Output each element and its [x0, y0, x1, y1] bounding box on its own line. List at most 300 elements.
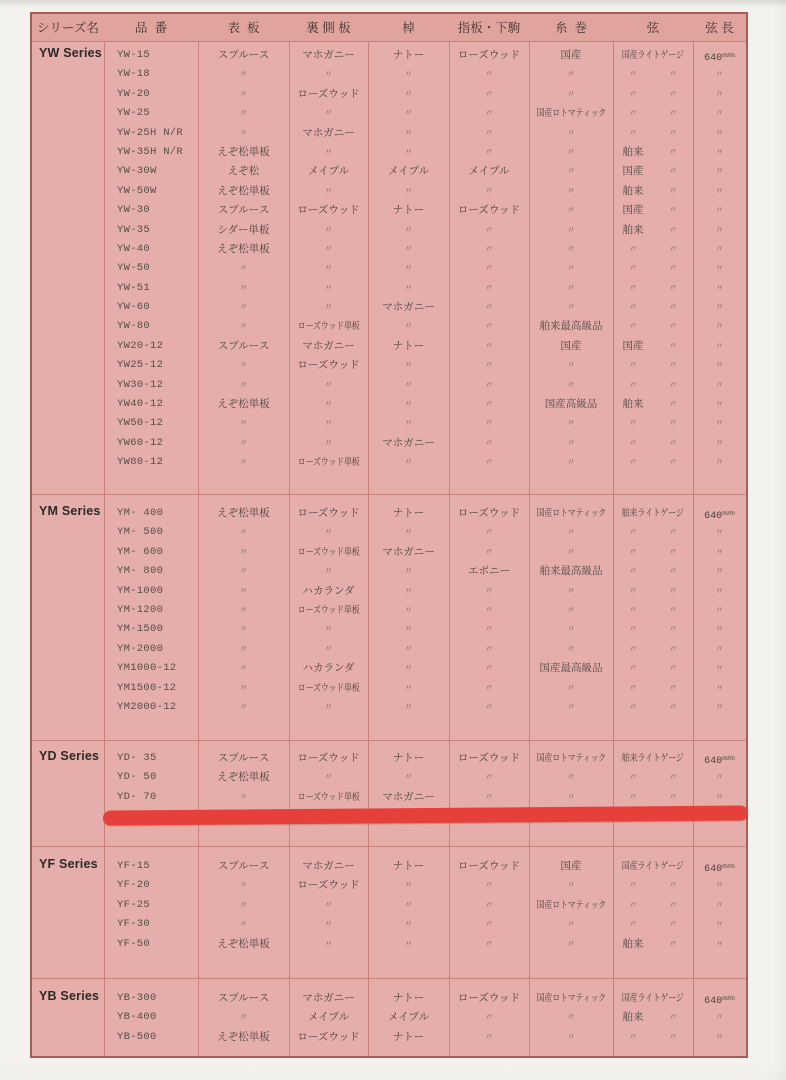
- series-name: YB Series: [39, 989, 100, 1003]
- cell-scale-length: 〃: [714, 457, 724, 468]
- table-row: [32, 601, 746, 620]
- cell-scale-length: 〃: [714, 418, 724, 429]
- cell-strings: 国産 〃: [622, 339, 678, 352]
- table-row: [32, 857, 746, 876]
- cell-scale-length: 〃: [714, 566, 724, 577]
- cell-neck: 〃: [403, 379, 413, 390]
- cell-fingerboard-bridge: 〃: [484, 938, 494, 949]
- series-spacer-cell: [32, 162, 104, 181]
- cell-tuners: 〃: [566, 772, 576, 783]
- table-row: [32, 679, 746, 698]
- cell-tuners: 国産ロトマティック: [536, 993, 607, 1004]
- cell-strings: 国産 〃: [622, 204, 678, 217]
- cell-tuners: 国産ロトマティック: [536, 108, 607, 120]
- header-top-board: 表 板: [227, 21, 260, 35]
- cell-neck: 〃: [403, 585, 413, 596]
- cell-top-board: えぞ松単板: [217, 1030, 270, 1043]
- cell-fingerboard-bridge: 〃: [484, 643, 494, 654]
- cell-back-sides: ローズウッド: [297, 1030, 360, 1043]
- cell-model: YM-1200: [117, 603, 164, 616]
- cell-scale-length: 〃: [714, 321, 724, 332]
- cell-top-board: えぞ松: [227, 165, 260, 178]
- series-spacer-cell: [32, 240, 104, 259]
- cell-tuners: 〃: [566, 791, 576, 802]
- cell-top-board: えぞ松単板: [217, 145, 270, 158]
- cell-neck: ナトー: [392, 507, 425, 519]
- cell-neck: 〃: [403, 263, 413, 274]
- scale-unit: m/m: [722, 510, 735, 517]
- cell-scale-length: 〃: [714, 302, 724, 313]
- cell-scale-length: 〃: [714, 399, 724, 410]
- cell-back-sides: 〃: [323, 399, 333, 410]
- cell-strings: 〃 〃: [628, 899, 678, 910]
- cell-back-sides: メイプル: [307, 165, 350, 178]
- cell-tuners: 国産高級品: [544, 398, 598, 411]
- cell-strings: 〃 〃: [628, 263, 678, 274]
- table-row: [32, 124, 746, 143]
- cell-fingerboard-bridge: 〃: [484, 624, 494, 635]
- table-row: [32, 201, 746, 220]
- cell-top-board: 〃: [238, 919, 248, 930]
- table-row: [32, 65, 746, 84]
- series-spacer-cell: [32, 221, 104, 240]
- cell-back-sides: 〃: [323, 243, 333, 254]
- cell-model: YB-400: [117, 1011, 157, 1024]
- table-row: [32, 317, 746, 336]
- cell-strings: 〃 〃: [628, 1031, 678, 1042]
- series-spacer-cell: [32, 601, 104, 620]
- series-section: [32, 978, 746, 1058]
- cell-neck: 〃: [403, 938, 413, 949]
- cell-neck: メイプル: [387, 1011, 430, 1024]
- cell-neck: 〃: [403, 127, 413, 138]
- cell-top-board: 〃: [238, 88, 248, 99]
- cell-model: YW-35: [117, 223, 151, 236]
- cell-tuners: 〃: [566, 166, 576, 177]
- cell-scale-length: $640^{m/m}$: [704, 755, 735, 767]
- cell-back-sides: ローズウッド: [297, 879, 360, 892]
- cell-neck: 〃: [403, 146, 413, 157]
- cell-top-board: スプルース: [217, 339, 270, 352]
- cell-model: YW-51: [117, 281, 151, 294]
- series-spacer-cell: [32, 65, 104, 84]
- scan-edge-bottom: [0, 1066, 786, 1080]
- cell-fingerboard-bridge: 〃: [484, 282, 494, 293]
- cell-strings: 〃 〃: [628, 282, 678, 293]
- cell-neck: 〃: [403, 88, 413, 99]
- cell-back-sides: マホガニー: [302, 339, 355, 352]
- cell-model: YF-15: [117, 860, 151, 872]
- series-spacer-cell: [32, 698, 104, 717]
- series-spacer-cell: [32, 337, 104, 356]
- series-spacer-cell: [32, 298, 104, 317]
- cell-fingerboard-bridge: 〃: [484, 880, 494, 891]
- scan-edge-right: [772, 0, 786, 1080]
- cell-tuners: 〃: [566, 604, 576, 615]
- cell-model: YW-30: [117, 204, 151, 217]
- cell-tuners: 〃: [566, 302, 576, 313]
- cell-top-board: 〃: [238, 899, 248, 910]
- cell-strings: 〃 〃: [628, 643, 678, 654]
- cell-strings: 舶来ライトゲージ: [622, 753, 684, 764]
- series-spacer-cell: [32, 562, 104, 581]
- cell-back-sides: 〃: [323, 185, 333, 196]
- cell-model: YW-40: [117, 242, 151, 255]
- cell-top-board: 〃: [238, 69, 248, 80]
- cell-strings: 〃 〃: [628, 527, 678, 538]
- cell-strings: 〃 〃: [628, 919, 678, 930]
- cell-top-board: 〃: [238, 566, 248, 577]
- cell-back-sides: 〃: [323, 527, 333, 538]
- cell-top-board: 〃: [238, 643, 248, 654]
- series-section: [32, 494, 746, 740]
- cell-fingerboard-bridge: 〃: [484, 1012, 494, 1023]
- cell-strings: 〃 〃: [628, 585, 678, 596]
- cell-back-sides: 〃: [323, 899, 333, 910]
- cell-fingerboard-bridge: 〃: [484, 682, 494, 693]
- cell-strings: 〃 〃: [628, 546, 678, 557]
- series-section: [32, 846, 746, 978]
- series-spacer-cell: [32, 582, 104, 601]
- table-row: [32, 768, 746, 787]
- cell-fingerboard-bridge: 〃: [484, 585, 494, 596]
- cell-scale-length: 〃: [714, 205, 724, 216]
- series-spacer-cell: [32, 356, 104, 375]
- series-spacer-cell: [32, 201, 104, 220]
- cell-neck: ナトー: [392, 992, 425, 1004]
- cell-tuners: 〃: [566, 185, 576, 196]
- cell-fingerboard-bridge: ローズウッド: [457, 507, 521, 519]
- cell-neck: ナトー: [392, 752, 425, 764]
- cell-neck: 〃: [403, 682, 413, 693]
- cell-strings: 〃 〃: [628, 604, 678, 615]
- series-spacer-cell: [32, 896, 104, 915]
- series-spacer-cell: [32, 259, 104, 278]
- cell-top-board: スプルース: [217, 992, 270, 1004]
- cell-scale-length: $640^{m/m}$: [704, 863, 735, 875]
- cell-top-board: 〃: [238, 682, 248, 693]
- series-spacer-cell: [32, 640, 104, 659]
- cell-tuners: 国産ロトマティック: [536, 899, 607, 911]
- series-spacer-cell: [32, 915, 104, 934]
- cell-neck: ナトー: [392, 204, 425, 217]
- cell-back-sides: マホガニー: [302, 126, 355, 139]
- cell-back-sides: ローズウッド: [297, 204, 360, 217]
- cell-strings: 舶来ライトゲージ: [622, 508, 684, 519]
- cell-back-sides: ローズウッド単板: [297, 457, 360, 469]
- table-row: [32, 240, 746, 259]
- cell-back-sides: ローズウッド単板: [297, 791, 360, 803]
- series-spacer-cell: [32, 376, 104, 395]
- series-spacer-cell: [32, 788, 104, 807]
- table-row: [32, 104, 746, 123]
- cell-neck: ナトー: [392, 49, 425, 61]
- cell-top-board: 〃: [238, 604, 248, 615]
- table-row: [32, 989, 746, 1008]
- cell-strings: 舶来 〃: [622, 223, 678, 236]
- cell-model: YD- 35: [117, 752, 157, 764]
- table-row: [32, 749, 746, 768]
- cell-scale-length: 〃: [714, 643, 724, 654]
- cell-scale-length: 〃: [714, 282, 724, 293]
- cell-back-sides: ローズウッド: [297, 752, 360, 764]
- cell-neck: 〃: [403, 399, 413, 410]
- cell-model: YM-1500: [117, 623, 164, 636]
- cell-neck: 〃: [403, 527, 413, 538]
- cell-top-board: 〃: [238, 546, 248, 557]
- cell-fingerboard-bridge: 〃: [484, 399, 494, 410]
- series-spacer-cell: [32, 679, 104, 698]
- cell-fingerboard-bridge: 〃: [484, 263, 494, 274]
- cell-fingerboard-bridge: 〃: [484, 108, 494, 119]
- cell-scale-length: 〃: [714, 243, 724, 254]
- cell-top-board: 〃: [238, 457, 248, 468]
- cell-strings: 〃 〃: [628, 437, 678, 448]
- cell-scale-length: 〃: [714, 919, 724, 930]
- header-series: シリーズ名: [37, 21, 99, 35]
- table-row: [32, 1008, 746, 1027]
- cell-scale-length: 〃: [714, 88, 724, 99]
- table-row: [32, 356, 746, 375]
- cell-scale-length: 〃: [714, 69, 724, 80]
- cell-strings: 舶来 〃: [622, 937, 678, 950]
- cell-tuners: 〃: [566, 880, 576, 891]
- cell-scale-length: 〃: [714, 585, 724, 596]
- cell-tuners: 舶来最高級品: [539, 320, 603, 333]
- cell-back-sides: ローズウッド単板: [297, 682, 360, 694]
- cell-strings: 〃 〃: [628, 566, 678, 577]
- cell-back-sides: 〃: [323, 418, 333, 429]
- cell-strings: 国産 〃: [622, 165, 678, 178]
- cell-model: YW-25: [117, 107, 151, 120]
- cell-neck: 〃: [403, 418, 413, 429]
- cell-fingerboard-bridge: 〃: [484, 701, 494, 712]
- series-spacer-cell: [32, 1028, 104, 1047]
- cell-model: YW-18: [117, 68, 151, 81]
- table-row: [32, 1028, 746, 1047]
- cell-top-board: えぞ松単板: [217, 507, 270, 519]
- cell-tuners: 〃: [566, 701, 576, 712]
- cell-fingerboard-bridge: ローズウッド: [457, 49, 521, 61]
- cell-scale-length: 〃: [714, 166, 724, 177]
- cell-back-sides: メイプル: [307, 1011, 350, 1024]
- cell-back-sides: 〃: [323, 938, 333, 949]
- cell-fingerboard-bridge: 〃: [484, 88, 494, 99]
- series-spacer-cell: [32, 85, 104, 104]
- header-fingerboard-bridge: 指板・下駒: [457, 21, 521, 35]
- cell-top-board: 〃: [238, 379, 248, 390]
- cell-model: YW-60: [117, 301, 151, 314]
- cell-tuners: 舶来最高級品: [539, 565, 603, 578]
- cell-model: YM1500-12: [117, 681, 177, 694]
- cell-top-board: 〃: [238, 282, 248, 293]
- table-row: [32, 182, 746, 201]
- cell-scale-length: $640^{m/m}$: [704, 995, 735, 1007]
- cell-scale-length: 〃: [714, 224, 724, 235]
- cell-scale-length: 〃: [714, 604, 724, 615]
- cell-model: YW-80: [117, 320, 151, 333]
- cell-scale-length: 〃: [714, 379, 724, 390]
- header-back-sides: 裏 側 板: [306, 21, 351, 35]
- header-strings: 弦: [646, 21, 660, 35]
- cell-model: YM- 400: [117, 507, 164, 519]
- cell-scale-length: 〃: [714, 127, 724, 138]
- cell-strings: 〃 〃: [628, 682, 678, 693]
- cell-back-sides: ハカランダ: [302, 662, 355, 675]
- cell-strings: 舶来 〃: [622, 1011, 678, 1024]
- cell-fingerboard-bridge: ローズウッド: [457, 992, 521, 1004]
- table-row: [32, 698, 746, 717]
- cell-tuners: 〃: [566, 643, 576, 654]
- cell-neck: 〃: [403, 643, 413, 654]
- cell-fingerboard-bridge: 〃: [484, 185, 494, 196]
- cell-back-sides: 〃: [323, 224, 333, 235]
- cell-model: YW-30W: [117, 165, 157, 178]
- scale-unit: m/m: [722, 995, 735, 1002]
- series-name: YD Series: [39, 749, 100, 763]
- cell-back-sides: 〃: [323, 701, 333, 712]
- table-row: [32, 434, 746, 453]
- table-row: [32, 298, 746, 317]
- cell-strings: 〃 〃: [628, 791, 678, 802]
- cell-tuners: 国産: [560, 339, 582, 352]
- cell-scale-length: 〃: [714, 146, 724, 157]
- table-row: [32, 221, 746, 240]
- table-row: [32, 640, 746, 659]
- cell-tuners: 〃: [566, 205, 576, 216]
- series-spacer-cell: [32, 182, 104, 201]
- cell-model: YW25-12: [117, 359, 164, 372]
- table-header-row: [32, 14, 746, 42]
- table-row: [32, 582, 746, 601]
- cell-back-sides: 〃: [323, 643, 333, 654]
- cell-scale-length: 〃: [714, 546, 724, 557]
- cell-neck: 〃: [403, 243, 413, 254]
- cell-strings: 舶来 〃: [622, 398, 678, 411]
- cell-strings: 舶来 〃: [622, 184, 678, 197]
- cell-back-sides: ローズウッド単板: [297, 321, 360, 333]
- cell-tuners: 〃: [566, 127, 576, 138]
- cell-tuners: 〃: [566, 938, 576, 949]
- cell-fingerboard-bridge: 〃: [484, 546, 494, 557]
- cell-back-sides: 〃: [323, 379, 333, 390]
- cell-back-sides: ローズウッド単板: [297, 546, 360, 558]
- cell-top-board: えぞ松単板: [217, 398, 270, 411]
- cell-top-board: 〃: [238, 624, 248, 635]
- header-model: 品 番: [135, 21, 167, 35]
- table-row: [32, 376, 746, 395]
- cell-back-sides: 〃: [323, 624, 333, 635]
- cell-strings: 〃 〃: [628, 360, 678, 371]
- cell-top-board: 〃: [238, 302, 248, 313]
- cell-neck: マホガニー: [382, 301, 435, 314]
- cell-tuners: 国産ロトマティック: [536, 753, 607, 764]
- table-row: [32, 562, 746, 581]
- cell-top-board: 〃: [238, 585, 248, 596]
- cell-neck: ナトー: [392, 339, 425, 352]
- series-spacer-cell: [32, 523, 104, 542]
- cell-back-sides: 〃: [323, 69, 333, 80]
- cell-model: YM- 500: [117, 526, 164, 539]
- header-neck: 棹: [402, 21, 415, 35]
- cell-top-board: 〃: [238, 701, 248, 712]
- series-section: [32, 42, 746, 494]
- table-row: [32, 935, 746, 954]
- cell-neck: 〃: [403, 663, 413, 674]
- cell-tuners: 〃: [566, 224, 576, 235]
- cell-model: YW20-12: [117, 339, 164, 352]
- scale-unit: m/m: [722, 863, 735, 870]
- table-row: [32, 915, 746, 934]
- cell-strings: 〃 〃: [628, 379, 678, 390]
- cell-neck: マホガニー: [382, 436, 435, 449]
- cell-tuners: 〃: [566, 585, 576, 596]
- cell-back-sides: 〃: [323, 263, 333, 274]
- cell-neck: 〃: [403, 701, 413, 712]
- series-spacer-cell: [32, 414, 104, 433]
- cell-scale-length: 〃: [714, 663, 724, 674]
- cell-back-sides: 〃: [323, 146, 333, 157]
- cell-back-sides: ローズウッド単板: [297, 604, 360, 616]
- cell-scale-length: 〃: [714, 360, 724, 371]
- table-row: [32, 414, 746, 433]
- cell-tuners: 〃: [566, 682, 576, 693]
- cell-back-sides: ハカランダ: [302, 584, 355, 597]
- series-spacer-cell: [32, 279, 104, 298]
- cell-scale-length: 〃: [714, 880, 724, 891]
- series-spacer-cell: [32, 1008, 104, 1027]
- cell-model: YW-50W: [117, 184, 157, 197]
- cell-tuners: 〃: [566, 527, 576, 538]
- cell-model: YW-20: [117, 87, 151, 100]
- table-row: [32, 46, 746, 65]
- cell-top-board: 〃: [238, 527, 248, 538]
- cell-top-board: えぞ松単板: [217, 937, 270, 950]
- cell-neck: 〃: [403, 69, 413, 80]
- series-spacer-cell: [32, 395, 104, 414]
- table-row: [32, 453, 746, 472]
- cell-strings: 〃 〃: [628, 663, 678, 674]
- cell-fingerboard-bridge: ローズウッド: [457, 752, 521, 764]
- cell-tuners: 〃: [566, 437, 576, 448]
- cell-top-board: 〃: [238, 108, 248, 119]
- cell-tuners: 国産: [560, 860, 582, 872]
- cell-back-sides: 〃: [323, 108, 333, 119]
- header-scale-length: 弦 長: [705, 21, 734, 35]
- cell-fingerboard-bridge: エボニー: [468, 565, 510, 578]
- table-row: [32, 395, 746, 414]
- cell-model: YW80-12: [117, 456, 164, 469]
- cell-strings: 〃 〃: [628, 772, 678, 783]
- cell-model: YM-2000: [117, 642, 164, 655]
- table-row: [32, 876, 746, 895]
- cell-tuners: 〃: [566, 919, 576, 930]
- cell-top-board: スプルース: [217, 752, 270, 764]
- cell-top-board: 〃: [238, 360, 248, 371]
- series-spacer-cell: [32, 317, 104, 336]
- cell-scale-length: 〃: [714, 701, 724, 712]
- cell-top-board: 〃: [238, 263, 248, 274]
- cell-fingerboard-bridge: 〃: [484, 663, 494, 674]
- series-spacer-cell: [32, 620, 104, 639]
- cell-strings: 〃 〃: [628, 243, 678, 254]
- table-row: [32, 523, 746, 542]
- cell-neck: 〃: [403, 604, 413, 615]
- cell-top-board: 〃: [238, 663, 248, 674]
- cell-fingerboard-bridge: 〃: [484, 418, 494, 429]
- scan-edge-top: [0, 0, 786, 7]
- series-spacer-cell: [32, 935, 104, 954]
